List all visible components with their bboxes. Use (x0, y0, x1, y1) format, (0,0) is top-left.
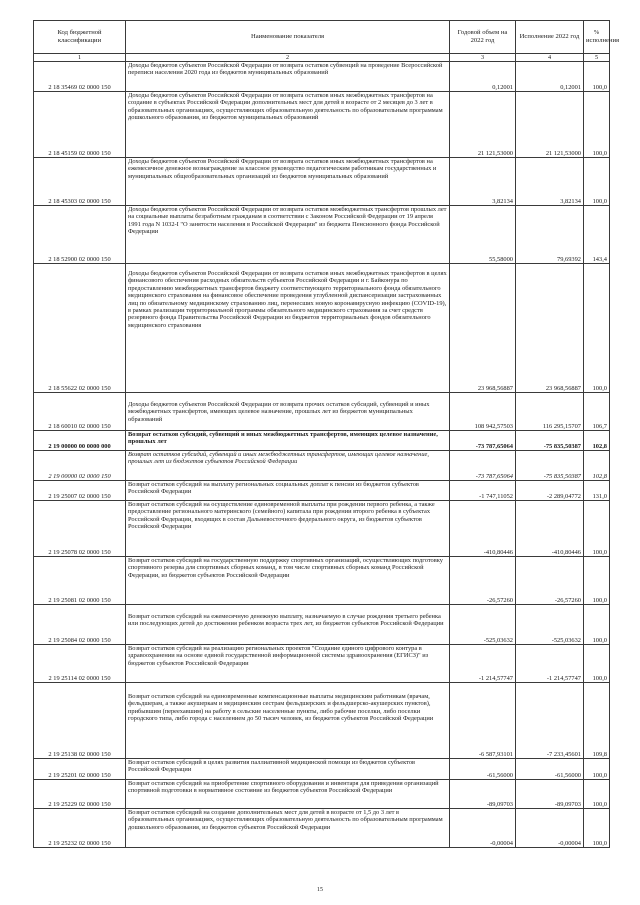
row-percent: 100,0 (584, 158, 610, 206)
row-code: 2 19 25138 02 0000 150 (34, 683, 126, 759)
row-percent: 102,8 (584, 431, 610, 451)
row-actual: 0,12001 (516, 62, 584, 92)
row-plan: 0,12001 (450, 62, 516, 92)
table-row (34, 158, 610, 206)
row-plan: -1 214,57747 (450, 645, 516, 683)
header-name: Наименование показателя (126, 21, 450, 54)
table-row (34, 501, 610, 557)
row-percent: 131,0 (584, 481, 610, 501)
row-plan: -1 747,11052 (450, 481, 516, 501)
budget-table (33, 20, 620, 848)
table-row (34, 809, 610, 848)
row-name: Доходы бюджетов субъектов Российской Федерации от возврата остатков субвенций на проведение Всероссийской переписи населения 2020 года из бюджетов муниципальных образований (126, 62, 450, 92)
row-actual: -26,57260 (516, 557, 584, 605)
row-code: 2 19 25007 02 0000 150 (34, 481, 126, 501)
row-percent: 100,0 (584, 557, 610, 605)
row-percent: 100,0 (584, 645, 610, 683)
row-code: 2 18 55622 02 0000 150 (34, 264, 126, 393)
row-name: Возврат остатков субсидий, субвенций и иных межбюджетных трансфертов, имеющих целевое назначение, прошлых лет из бюджетов субъектов Российской Федерации (126, 451, 450, 481)
row-plan: -525,03632 (450, 605, 516, 645)
row-plan: -410,80446 (450, 501, 516, 557)
table-row (34, 431, 610, 451)
row-actual: -1 214,57747 (516, 645, 584, 683)
row-actual: -89,09703 (516, 780, 584, 809)
row-plan: -6 587,93101 (450, 683, 516, 759)
row-plan: 108 942,57503 (450, 393, 516, 431)
table-row (34, 759, 610, 780)
table-row (34, 645, 610, 683)
row-percent: 100,0 (584, 92, 610, 158)
table-row (34, 92, 610, 158)
row-plan: -89,09703 (450, 780, 516, 809)
row-code: 2 19 25232 02 0000 150 (34, 809, 126, 848)
page-number: 15 (317, 887, 323, 893)
row-name: Возврат остатков субсидий на государственную поддержку спортивных организаций, осуществляющих подготовку спортивного резерва для спортивных сборных команд, в том числе спортивных сборных команд Российской Федерации, из бюджетов субъектов Российской Федерации (126, 557, 450, 605)
table-row (34, 451, 610, 481)
row-plan: -61,56000 (450, 759, 516, 780)
row-actual: -410,80446 (516, 501, 584, 557)
row-code: 2 18 45303 02 0000 150 (34, 158, 126, 206)
row-name: Доходы бюджетов субъектов Российской Федерации от возврата остатков межбюджетных трансфертов прошлых лет на социальные выплаты безработным гражданам в соответствии с Законом Российской Федерации от 19 апреля 1991 года N 1032-I "О занятости населения в Российской Федерации" из бюджета Пенсионного фонда Российской Федерации (126, 206, 450, 264)
row-name: Доходы бюджетов субъектов Российской Федерации от возврата остатков иных межбюджетных трансфертов на создание в субъектах Российской Федерации дополнительных мест для детей в возрасте от 2 месяцев до 3 лет в образовательных организациях, осуществляющих образовательную деятельность по образовательным программам дошкольного образования, из бюджетов муниципальных образований (126, 92, 450, 158)
row-code: 2 18 60010 02 0000 150 (34, 393, 126, 431)
row-name: Возврат остатков субсидий на создание дополнительных мест для детей в возрасте от 1,5 до 3 лет в образовательных организациях, осуществляющих образовательную деятельность по образовательным программам дошкольного образования, из бюджетов субъектов Российской Федерации (126, 809, 450, 848)
table-row (34, 264, 610, 393)
table-row (34, 206, 610, 264)
row-name: Возврат остатков субсидий, субвенций и иных межбюджетных трансфертов, имеющих целевое назначение, прошлых лет (126, 431, 450, 451)
row-name: Возврат остатков субсидий на реализацию региональных проектов "Создание единого цифрового контура в здравоохранении на основе единой государственной информационной системы здравоохранения (ЕГИСЗ)" из бюджетов субъектов Российской Федерации (126, 645, 450, 683)
row-plan: -0,00004 (450, 809, 516, 848)
row-code: 2 19 25081 02 0000 150 (34, 557, 126, 605)
row-percent: 100,0 (584, 809, 610, 848)
row-name: Возврат остатков субсидий на выплату региональных социальных доплат к пенсии из бюджетов субъектов Российской Федерации (126, 481, 450, 501)
row-code: 2 19 25078 02 0000 150 (34, 501, 126, 557)
row-plan: 3,82134 (450, 158, 516, 206)
column-number: 3 (450, 54, 516, 62)
row-actual: -61,56000 (516, 759, 584, 780)
row-code: 2 18 52900 02 0000 150 (34, 206, 126, 264)
table-row (34, 62, 610, 92)
row-actual: -75 835,50387 (516, 431, 584, 451)
row-code: 2 19 00000 02 0000 150 (34, 451, 126, 481)
header-plan: Годовой объем на 2022 год (450, 21, 516, 54)
row-code: 2 18 35469 02 0000 150 (34, 62, 126, 92)
column-number-row (34, 54, 610, 62)
row-name: Возврат остатков субсидий на приобретение спортивного оборудования и инвентаря для приведения организаций спортивной подготовки в нормативное состояние из бюджетов субъектов Российской Федерации (126, 780, 450, 809)
row-percent: 109,8 (584, 683, 610, 759)
row-percent: 100,0 (584, 780, 610, 809)
row-actual: 79,69392 (516, 206, 584, 264)
row-percent: 100,0 (584, 264, 610, 393)
row-name: Доходы бюджетов субъектов Российской Федерации от возврата остатков иных межбюджетных трансфертов на ежемесячное денежное вознаграждение за классное руководство педагогическим работникам государственных и муниципальных общеобразовательных организаций из бюджетов муниципальных образований (126, 158, 450, 206)
row-plan: -26,57260 (450, 557, 516, 605)
row-actual: -0,00004 (516, 809, 584, 848)
header-actual: Исполнение 2022 год (516, 21, 584, 54)
table-row (34, 683, 610, 759)
row-actual: -7 233,45601 (516, 683, 584, 759)
table-row (34, 557, 610, 605)
row-percent: 100,0 (584, 759, 610, 780)
row-name: Возврат остатков субсидий на единовременные компенсационные выплаты медицинским работникам (врачам, фельдшерам, а также акушеркам и медицинским сестрам фельдшерских и фельдшерско-акушерских пунктов), прибывшим (переехавшим) на работу в сельские населенные пункты, либо рабочие поселки, либо поселки городского типа, либо города с населением до 50 тысяч человек, из бюджетов субъектов Российской Федерации (126, 683, 450, 759)
row-percent: 100,0 (584, 501, 610, 557)
row-name: Доходы бюджетов субъектов Российской Федерации от возврата остатков иных межбюджетных трансфертов в целях финансового обеспечения расходных обязательств субъектов Российской Федерации и г. Байконура по предоставлению межбюджетных трансфертов бюджету соответствующего территориального фонда обязательного медицинского страхования на финансовое обеспечение проведения углубленной диспансеризации застрахованных лиц по обязательному медицинскому страхованию лиц, перенесших новую коронавирусную инфекцию (COVID-19), в рамках реализации территориальной программы обязательного медицинского страхования за счет средств резервного фонда Правительства Российской Федерации из бюджетов территориальных фондов обязательного медицинского страхования (126, 264, 450, 393)
row-percent: 106,7 (584, 393, 610, 431)
row-plan: 55,58000 (450, 206, 516, 264)
row-percent: 100,0 (584, 62, 610, 92)
row-plan: 23 968,56887 (450, 264, 516, 393)
row-percent: 143,4 (584, 206, 610, 264)
page (33, 20, 620, 848)
column-number: 4 (516, 54, 584, 62)
row-actual: -525,03632 (516, 605, 584, 645)
row-actual: 21 121,53000 (516, 92, 584, 158)
row-plan: -73 787,65064 (450, 431, 516, 451)
table-row (34, 780, 610, 809)
row-code: 2 19 25201 02 0000 150 (34, 759, 126, 780)
row-code: 2 19 25084 02 0000 150 (34, 605, 126, 645)
column-number: 2 (126, 54, 450, 62)
row-percent: 102,8 (584, 451, 610, 481)
table-row (34, 605, 610, 645)
row-name: Возврат остатков субсидий в целях развития паллиативной медицинской помощи из бюджетов субъектов Российской Федерации (126, 759, 450, 780)
row-actual: 23 968,56887 (516, 264, 584, 393)
row-code: 2 19 25229 02 0000 150 (34, 780, 126, 809)
header-code: Код бюджетной классификации (34, 21, 126, 54)
column-number: 1 (34, 54, 126, 62)
row-name: Доходы бюджетов субъектов Российской Федерации от возврата прочих остатков субсидий, субвенций и иных межбюджетных трансфертов, имеющих целевое назначение, прошлых лет из бюджетов муниципальных образований (126, 393, 450, 431)
row-actual: -2 289,04772 (516, 481, 584, 501)
row-actual: -75 835,50387 (516, 451, 584, 481)
table-row (34, 481, 610, 501)
row-percent: 100,0 (584, 605, 610, 645)
row-actual: 116 295,15707 (516, 393, 584, 431)
row-plan: 21 121,53000 (450, 92, 516, 158)
row-name: Возврат остатков субсидий на ежемесячную денежную выплату, назначаемую в случае рождения третьего ребенка или последующих детей до достижения ребенком возраста трех лет, из бюджетов субъектов Российской Федерации (126, 605, 450, 645)
row-code: 2 19 25114 02 0000 150 (34, 645, 126, 683)
row-name: Возврат остатков субсидий на осуществление единовременной выплаты при рождении первого ребенка, а также предоставление регионального материнского (семейного) капитала при рождении второго ребенка в субъектах Российской Федерации, входящих в состав Дальневосточного федерального округа, из бюджетов субъектов Российской Федерации (126, 501, 450, 557)
column-number: 5 (584, 54, 610, 62)
row-actual: 3,82134 (516, 158, 584, 206)
row-code: 2 19 00000 00 0000 000 (34, 431, 126, 451)
header-row (34, 21, 610, 54)
header-percent: % исполнения (584, 21, 610, 54)
row-plan: -73 787,65064 (450, 451, 516, 481)
table-row (34, 393, 610, 431)
row-code: 2 18 45159 02 0000 150 (34, 92, 126, 158)
